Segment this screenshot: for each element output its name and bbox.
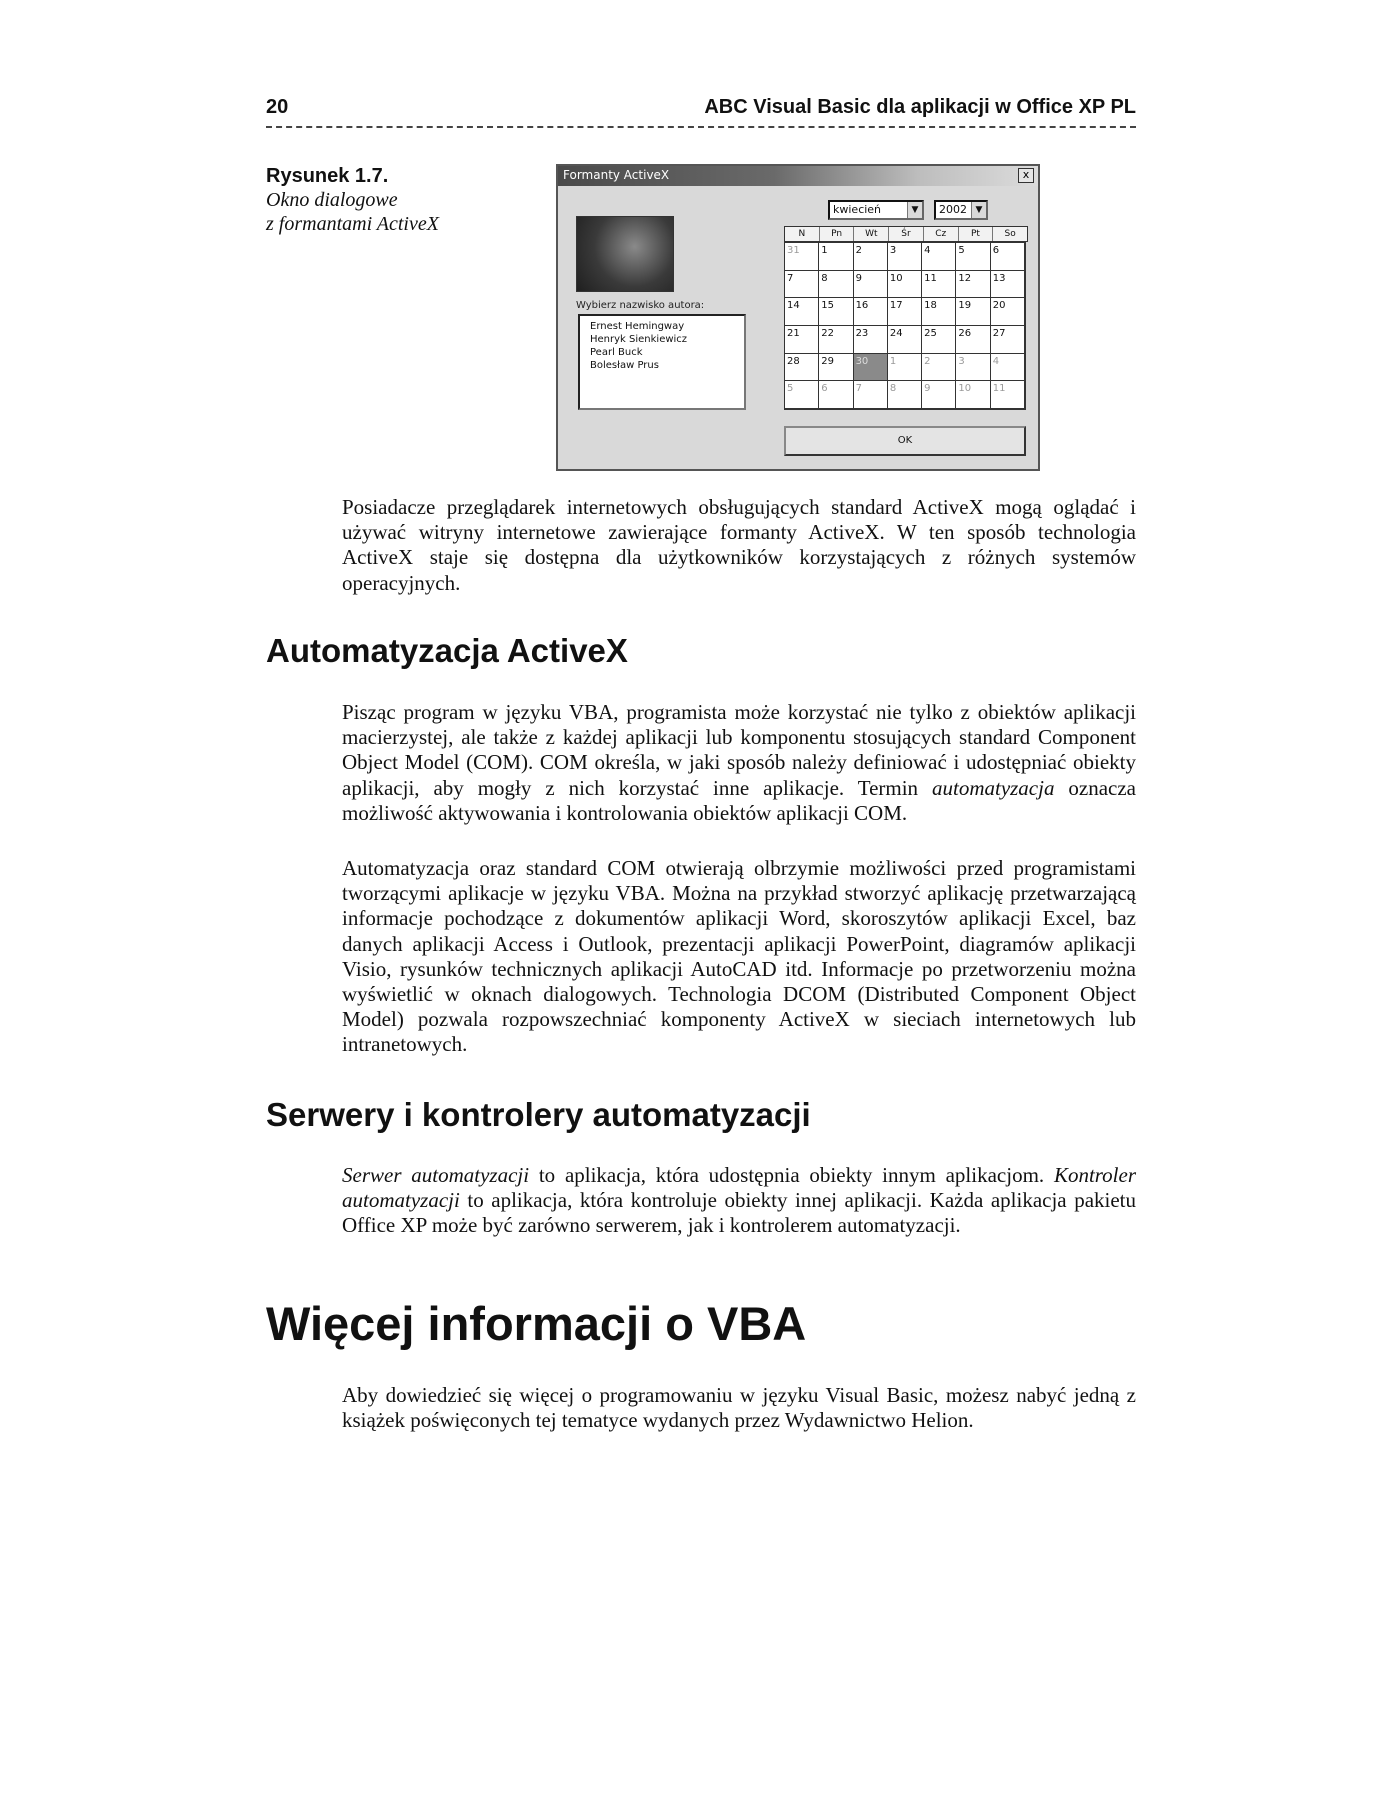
heading-more-info-vba: Więcej informacji o VBA [266, 1297, 807, 1350]
calendar-day-cell[interactable]: 31 [785, 243, 819, 271]
calendar-day-cell[interactable]: 26 [956, 326, 990, 354]
calendar-day-cell[interactable]: 14 [785, 298, 819, 326]
activex-dialog [556, 164, 1040, 471]
calendar-day-cell[interactable]: 24 [888, 326, 922, 354]
figure-caption [266, 164, 536, 236]
dialog-title: Formanty ActiveX [563, 168, 670, 182]
calendar-day-cell[interactable]: 19 [956, 298, 990, 326]
calendar-day-cell[interactable]: 13 [991, 271, 1025, 299]
calendar-day-cell[interactable]: 8 [888, 381, 922, 409]
weekday-label: Wt [854, 227, 889, 241]
calendar-day-cell[interactable]: 23 [854, 326, 888, 354]
calendar-day-cell[interactable]: 1 [819, 243, 853, 271]
calendar-day-cell[interactable]: 10 [888, 271, 922, 299]
paragraph-automation-com: Automatyzacja oraz standard COM otwierają olbrzymie możliwości przed programistami tworzącymi aplikacje w języku VBA. Można na przykład stworzyć aplikację przetwarzającą informacje pochodzące z dokumentów aplikacji Word, skoroszytów aplikacji Excel, baz danych aplikacji Access i Outlook, prezentacji aplikacji PowerPoint, diagramów aplikacji Visio, rysunków technicznych aplikacji AutoCAD itd. Informacje po przetworzeniu można wyświetlić w oknach dialogowych. Technologia DCOM (Distributed Component Object Model) pozwala rozpowszechniać komponenty ActiveX w sieciach internetowych lub intranetowych. [342, 856, 1136, 1057]
calendar-day-cell[interactable]: 21 [785, 326, 819, 354]
calendar-day-cell[interactable]: 20 [991, 298, 1025, 326]
figure-caption-line1: Okno dialogowe [266, 189, 398, 211]
calendar-day-cell[interactable]: 7 [785, 271, 819, 299]
calendar-day-cell[interactable]: 7 [854, 381, 888, 409]
calendar-day-cell[interactable]: 30 [854, 354, 888, 382]
chevron-down-icon[interactable]: ▼ [971, 202, 986, 218]
weekday-label: Cz [924, 227, 959, 241]
paragraph-text: Pisząc program w języku VBA, programista może korzystać nie tylko z obiektów aplikacji macierzystej, ale także z każdej aplikacji lub komponentu stosujących standard Component Object Model (COM). COM określa, w jaki sposób należy definiować i udostępniać obiekty aplikacji, aby mogły z nich korzystać inne aplikacje. Termin [342, 700, 1136, 800]
heading-automation-activex: Automatyzacja ActiveX [266, 632, 628, 669]
weekday-label: So [1004, 229, 1016, 239]
author-list-label: Wybierz nazwisko autora: [576, 300, 705, 311]
year-value: 2002 [939, 203, 967, 216]
list-item[interactable]: Ernest Hemingway [590, 321, 685, 332]
calendar-day-cell[interactable]: 4 [922, 243, 956, 271]
close-button[interactable]: x [1018, 168, 1034, 183]
paragraph-text: oznacza możliwość aktywowania i kontrolowania obiektów aplikacji COM. [342, 775, 1136, 825]
paragraph-activex-browsers: Posiadacze przeglądarek internetowych obsługujących standard ActiveX mogą oglądać i używać witryny internetowe zawierające formanty ActiveX. W ten sposób technologia ActiveX staje się dostępna dla użytkowników korzystających z różnych systemów operacyjnych. [342, 495, 1136, 595]
calendar-day-cell[interactable]: 6 [991, 243, 1025, 271]
calendar-day-cell[interactable]: 9 [854, 271, 888, 299]
calendar-day-cell[interactable]: 18 [922, 298, 956, 326]
paragraph-more-info: Aby dowiedzieć się więcej o programowaniu w języku Visual Basic, możesz nabyć jedną z książek poświęconych tej tematyce wydanych przez Wydawnictwo Helion. [342, 1383, 1136, 1433]
chevron-down-icon[interactable]: ▼ [907, 202, 922, 218]
list-item[interactable]: Pearl Buck [590, 347, 643, 358]
figure-label: Rysunek 1.7. [266, 165, 389, 187]
calendar-grid [784, 242, 1026, 410]
calendar-day-cell[interactable]: 3 [956, 354, 990, 382]
term-server: Serwer automatyzacji [342, 1163, 530, 1187]
calendar-weekday-header [784, 226, 1028, 242]
weekday-label: N [785, 227, 820, 241]
calendar-day-cell[interactable]: 4 [991, 354, 1025, 382]
calendar-day-cell[interactable]: 10 [956, 381, 990, 409]
running-title: ABC Visual Basic dla aplikacji w Office XP PL [704, 96, 1136, 118]
list-item[interactable]: Henryk Sienkiewicz [590, 334, 688, 345]
page-header [266, 96, 1136, 128]
calendar-day-cell[interactable]: 25 [922, 326, 956, 354]
weekday-label: Pt [959, 227, 994, 241]
calendar-day-cell[interactable]: 5 [785, 381, 819, 409]
calendar-day-cell[interactable]: 16 [854, 298, 888, 326]
author-listbox[interactable] [578, 314, 746, 410]
weekday-label: Pn [820, 227, 855, 241]
calendar-day-cell[interactable]: 28 [785, 354, 819, 382]
calendar-day-cell[interactable]: 1 [888, 354, 922, 382]
calendar-day-cell[interactable]: 29 [819, 354, 853, 382]
calendar-day-cell[interactable]: 8 [819, 271, 853, 299]
paragraph-text: to aplikacja, która udostępnia obiekty innym aplikacjom. [529, 1163, 1054, 1187]
term-automation: automatyzacja [931, 775, 1055, 800]
calendar-day-cell[interactable]: 6 [819, 381, 853, 409]
calendar-day-cell[interactable]: 27 [991, 326, 1025, 354]
author-photo [576, 216, 674, 292]
year-select[interactable] [934, 200, 988, 220]
calendar-day-cell[interactable]: 22 [819, 326, 853, 354]
dialog-titlebar[interactable] [558, 166, 1038, 186]
calendar-day-cell[interactable]: 3 [888, 243, 922, 271]
calendar-day-cell[interactable]: 5 [956, 243, 990, 271]
figure-caption-line2: z formantami ActiveX [266, 213, 439, 235]
calendar-day-cell[interactable]: 9 [922, 381, 956, 409]
calendar-day-cell[interactable]: 15 [819, 298, 853, 326]
calendar-day-cell[interactable]: 17 [888, 298, 922, 326]
calendar-day-cell[interactable]: 12 [956, 271, 990, 299]
calendar-day-cell[interactable]: 11 [922, 271, 956, 299]
term-controller: Kontroler automatyzacji [342, 1163, 1136, 1213]
weekday-label: Śr [889, 227, 924, 241]
ok-button[interactable]: OK [784, 426, 1026, 456]
list-item[interactable]: Bolesław Prus [590, 360, 659, 371]
page-number: 20 [266, 96, 289, 118]
calendar-day-cell[interactable]: 11 [991, 381, 1025, 409]
heading-servers-controllers: Serwery i kontrolery automatyzacji [266, 1096, 811, 1133]
calendar-day-cell[interactable]: 2 [854, 243, 888, 271]
month-value: kwiecień [833, 203, 882, 216]
month-select[interactable] [828, 200, 924, 220]
paragraph-vba-com [342, 700, 1136, 826]
paragraph-text: to aplikacja, która kontroluje obiekty innej aplikacji. Każda aplikacja pakietu Office XP może być zarówno serwerem, jak i kontrolerem automatyzacji. [342, 1188, 1136, 1238]
paragraph-servers-controllers [342, 1163, 1136, 1239]
calendar-day-cell[interactable]: 2 [922, 354, 956, 382]
